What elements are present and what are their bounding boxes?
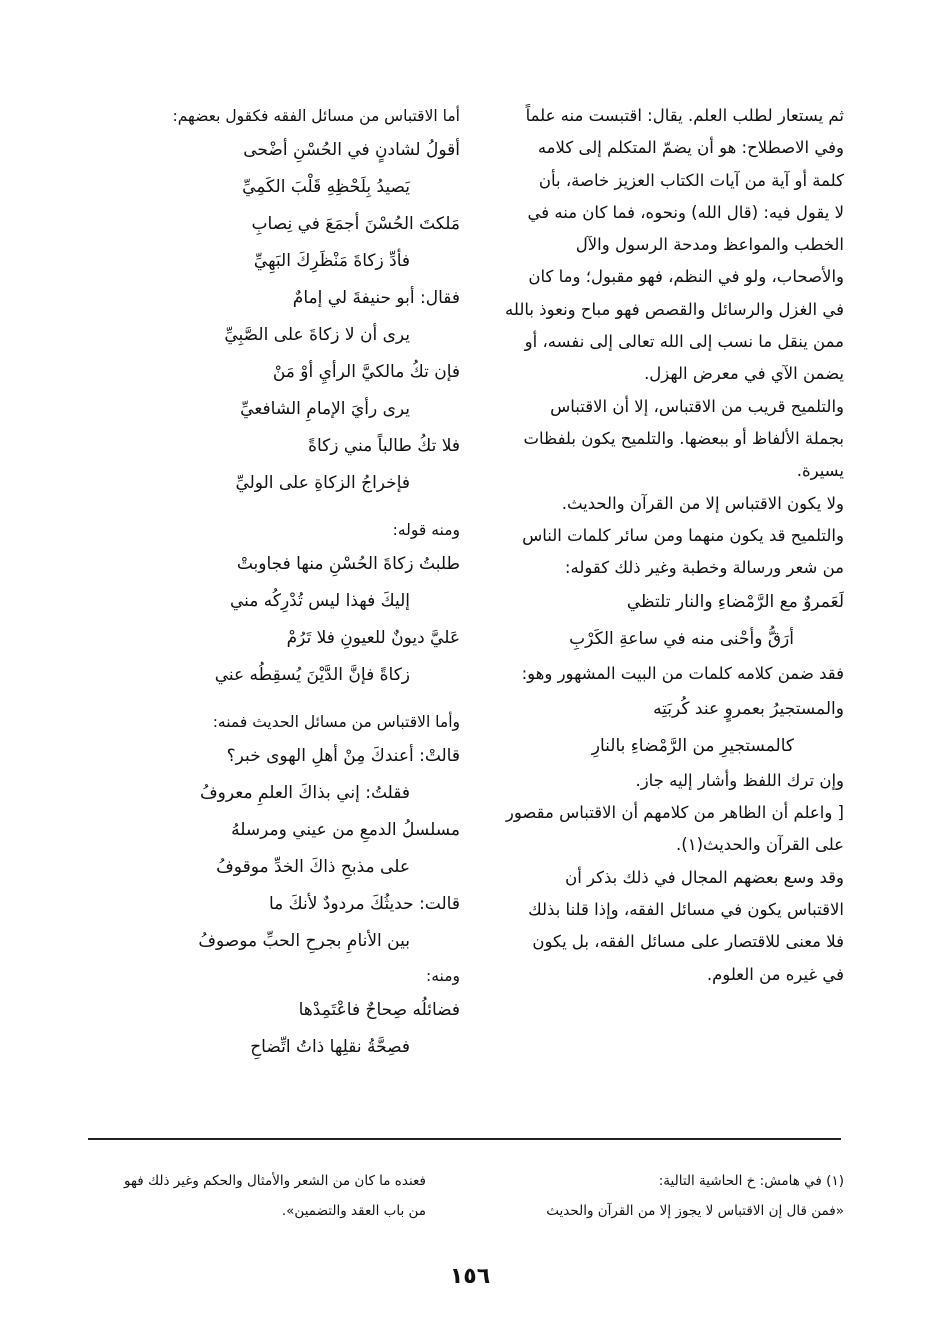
footnote-divider xyxy=(88,1138,841,1140)
verse-line: يرى رأيَ الإمامِ الشافعيِّ xyxy=(240,399,410,419)
paragraph-fiqh-extension xyxy=(482,862,844,991)
verse-line: مسلسلُ الدمعِ من عيني ومرسلهُ xyxy=(231,820,460,840)
poem-fadail xyxy=(90,992,460,1066)
paragraph-bracketed-note xyxy=(482,797,844,862)
text-line: ولا يكون الاقتباس إلا من القرآن والحديث. xyxy=(561,493,844,513)
text-line: الخطب والمواعظ ومدحة الرسول والآل xyxy=(575,235,844,255)
section-intro: أما الاقتباس من مسائل الفقه فكقول بعضهم: xyxy=(172,107,460,125)
verse-line: مَلكتَ الحُسْنَ أجمَعَ في نِصابِ xyxy=(251,214,460,234)
footnote-line: (١) في هامش: خ الحاشية التالية: xyxy=(658,1173,844,1189)
text-line: والأصحاب، ولو في النظم، فهو مقبول؛ وما كان xyxy=(528,267,844,287)
verse-line: كالمستجيرِ من الرَّمْضاءِ بالنارِ xyxy=(591,735,794,756)
verse-line: قالتْ: أعندكَ مِنْ أهلِ الهوى خبر؟ xyxy=(226,746,460,766)
section-intro: وأما الاقتباس من مسائل الحديث فمنه: xyxy=(212,713,460,731)
right-column xyxy=(482,100,844,991)
verse-line: فلا تكُ طالباً مني زكاةً xyxy=(308,436,460,456)
footnote-line: «فمن قال إن الاقتباس لا يجوز إلا من القرآن والحديث xyxy=(546,1203,844,1219)
text-line: ممن ينقل ما نسب إلى الله تعالى إلى نفسه، أو xyxy=(524,332,844,352)
text-line: بجملة الألفاظ أو ببعضها. والتلميح يكون بلفظات xyxy=(523,428,844,448)
verse-line: زكاةً فإنَّ الدَّيْنَ يُسقِطُه عني xyxy=(214,665,410,685)
verse-line: عَليَّ ديونٌ للعيونِ فلا تَرُمْ xyxy=(286,628,460,648)
verse-line: أرَقُّ وأحْنى منه في ساعةِ الكَرْبِ xyxy=(569,629,794,650)
verse-line: لَعَمروٌ مع الرَّمْضاءِ والنار تلتظي xyxy=(626,592,844,613)
verse-line: قالت: حديثُكَ مردودٌ لأنكَ ما xyxy=(268,894,460,914)
footnote-left xyxy=(90,1166,426,1226)
text-line: وفي الاصطلاح: هو أن يضمّ المتكلم إلى كلامه xyxy=(537,138,844,158)
text-line: من شعر ورسالة وخطبة وغير ذلك كقوله: xyxy=(564,558,844,578)
text-line: الاقتباس يكون في مسائل الفقه، وإذا قلنا بذلك xyxy=(528,899,844,919)
verse-line: طلبتُ زكاةَ الحُسْنِ منها فجاوبتْ xyxy=(236,554,460,574)
paragraph-iqtibas-definition xyxy=(482,100,844,391)
verse-line: يَصيدُ بِلَحْظِهِ قَلْبَ الكَمِيِّ xyxy=(242,177,410,197)
paragraph-talmih-sources xyxy=(482,520,844,585)
verse-line: على مذبحِ ذاكَ الخدِّ موقوفُ xyxy=(216,857,410,877)
spacer xyxy=(90,694,460,706)
text-line: على القرآن والحديث(١). xyxy=(676,835,844,855)
text-line: والتلميح قريب من الاقتباس، إلا أن الاقتباس xyxy=(550,396,844,416)
spacer xyxy=(90,502,460,514)
text-line: يضمن الآي في معرض الهزل. xyxy=(644,364,844,384)
verse-line: فأدِّ زكاةَ مَنْظَرِكَ البَهِيِّ xyxy=(253,251,410,271)
verse-line: فقال: أبو حنيفةَ لي إمامٌ xyxy=(292,288,460,308)
text-line: في غيره من العلوم. xyxy=(706,964,844,984)
poem-fiqh xyxy=(90,132,460,502)
footnote-right xyxy=(470,1166,844,1226)
poem-zakat xyxy=(90,546,460,694)
poem-hadith xyxy=(90,738,460,960)
verse-line: فإخراجُ الزكاةِ على الوليِّ xyxy=(235,473,410,493)
verse-line: أقولُ لشادنٍ في الحُسْنِ أضْحى xyxy=(243,140,460,160)
text-line: والتلميح قد يكون منهما ومن سائر كلمات الناس xyxy=(522,525,844,545)
text-line: لا يقول فيه: (قال الله) ونحوه، فما كان منه في xyxy=(527,202,844,222)
text-line: ثم يستعار لطلب العلم. يقال: اقتبست منه علماً xyxy=(525,106,844,125)
verse-line: فإن تكُ مالكيَّ الرأيِ أوْ مَنْ xyxy=(272,362,460,382)
text-line: [ واعلم أن الظاهر من كلامهم أن الاقتباس مقصور xyxy=(505,803,844,823)
verse-line: فصِحَّةُ نقلِها ذاتُ اتِّضاحِ xyxy=(250,1037,410,1057)
footnote-line: من باب العقد والتضمين». xyxy=(281,1203,426,1219)
text-line: وقد وسع بعضهم المجال في ذلك بذكر أن xyxy=(565,867,844,887)
page-number: ١٥٦ xyxy=(449,1264,491,1289)
verse-line: فقلتُ: إني بذاكَ العلمِ معروفُ xyxy=(200,783,410,803)
verse-line: إليكَ فهذا ليس تُدْرِكُه مني xyxy=(229,591,410,611)
text-line: يسيرة. xyxy=(796,461,844,481)
verse-line: فضائلُه صِحاحٌ فاعْتَمِدْها xyxy=(298,1000,460,1020)
text-line: وإن ترك اللفظ وأشار إليه جاز. xyxy=(635,770,844,790)
verse-line: بين الأنامِ بجرحِ الحبِّ موصوفُ xyxy=(198,931,410,951)
verse-line: والمستجيرُ بعمروٍ عند كُربَتِه xyxy=(653,698,844,719)
paragraph-talmih xyxy=(482,391,844,488)
text-line: في الغزل والرسائل والقصص فهو مباح ونعوذ بالله xyxy=(505,299,844,319)
section-intro: ومنه قوله: xyxy=(392,521,460,539)
text-line: فلا معنى للاقتصار على مسائل الفقه، بل يكون xyxy=(532,932,844,952)
footnote-line: فعنده ما كان من الشعر والأمثال والحكم وغير ذلك فهو xyxy=(124,1173,426,1189)
left-column xyxy=(90,100,460,1066)
verse-line: يرى أن لا زكاةَ على الصَّبِيِّ xyxy=(224,325,410,345)
text-line: فقد ضمن كلامه كلمات من البيت المشهور وهو: xyxy=(521,664,844,684)
text-line: كلمة أو آية من آيات الكتاب العزيز خاصة، بأن xyxy=(538,170,844,190)
section-intro: ومنه: xyxy=(426,967,460,985)
